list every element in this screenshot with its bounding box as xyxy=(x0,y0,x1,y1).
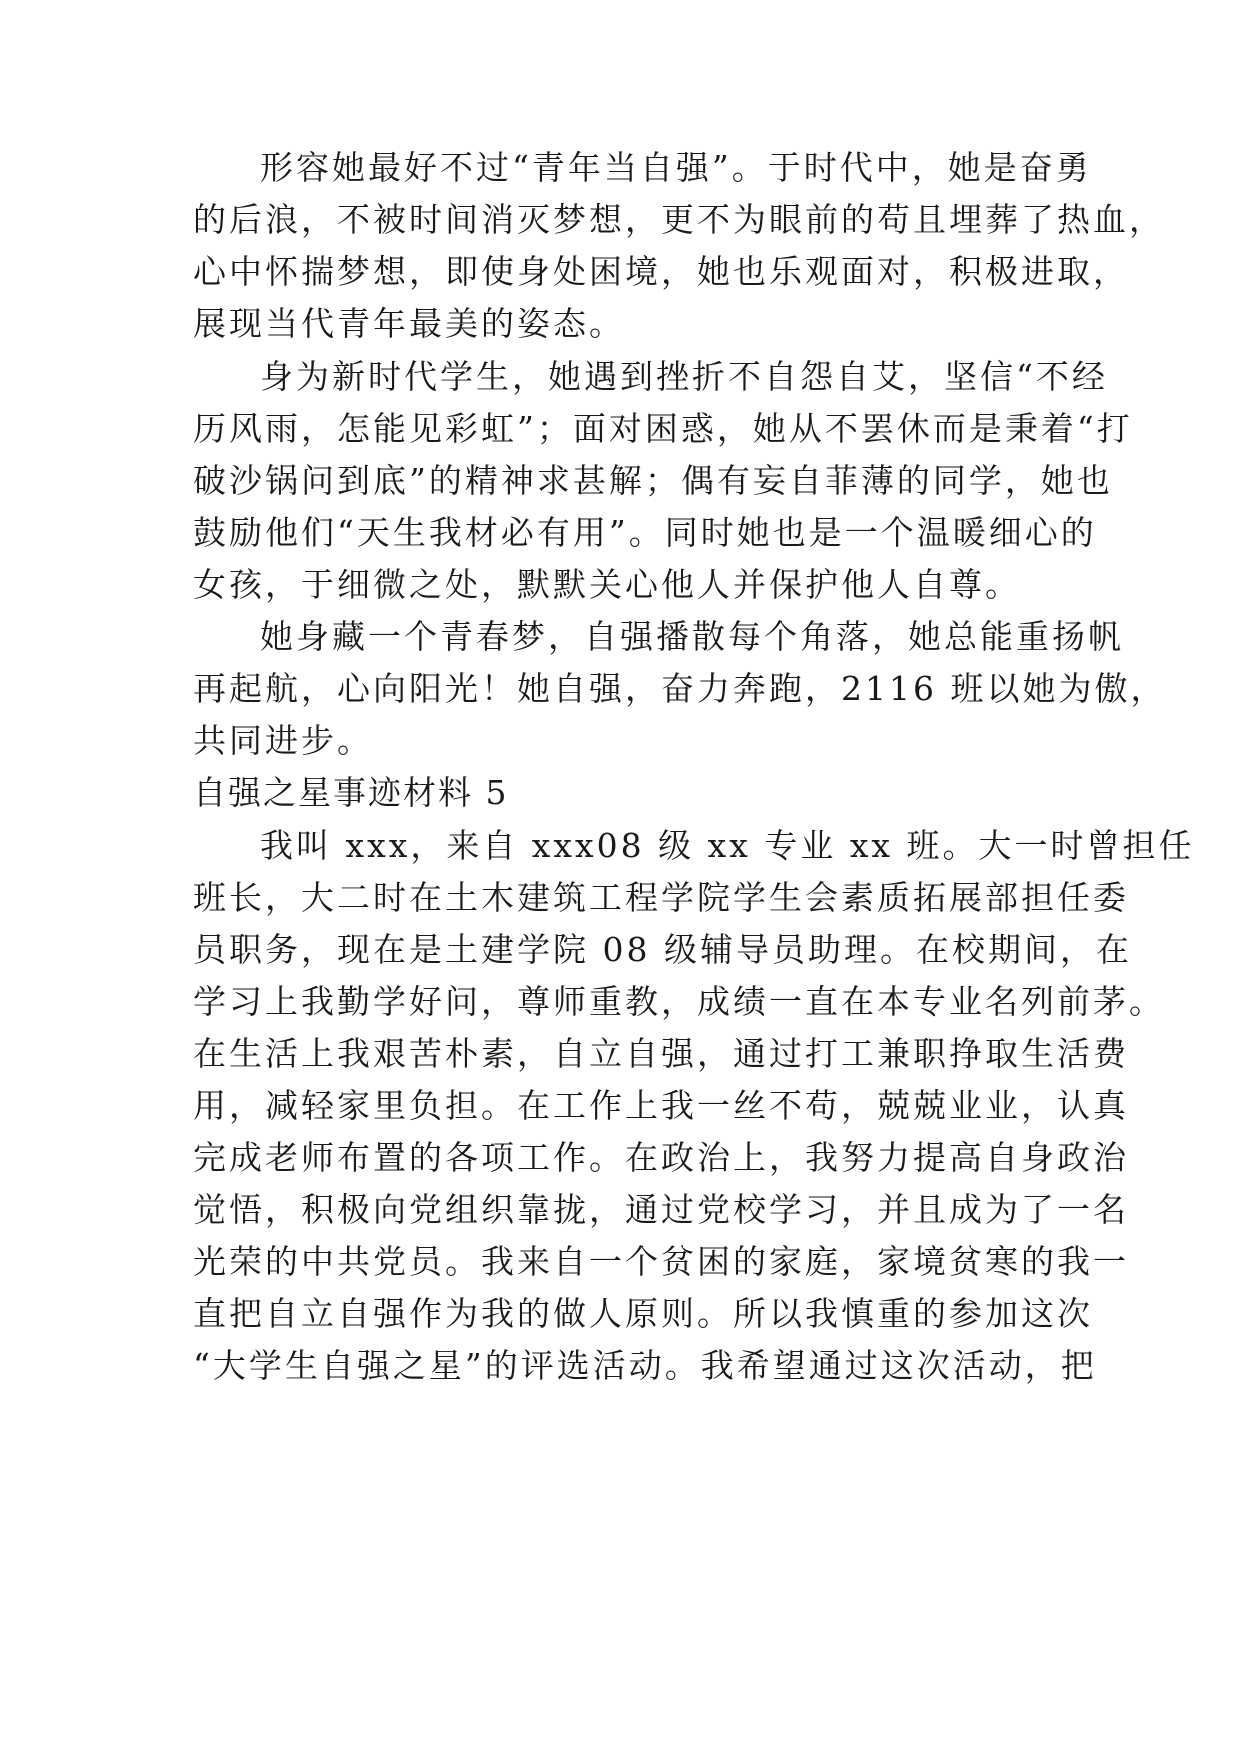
paragraph-2-line-2: 历风雨，怎能见彩虹”；面对困惑，她从不罢休而是秉着“打 xyxy=(193,409,1133,448)
section-paragraph-line-7: 完成老师布置的各项工作。在政治上，我努力提高自身政治 xyxy=(193,1138,1129,1177)
paragraph-3-line-3: 共同进步。 xyxy=(193,721,373,760)
paragraph-2-line-5: 女孩，于细微之处，默默关心他人并保护他人自尊。 xyxy=(193,565,1021,604)
paragraph-3-line-2: 再起航，心向阳光！她自强，奋力奔跑，2116 班以她为傲， xyxy=(193,669,1167,708)
section-paragraph-line-5: 在生活上我艰苦朴素，自立自强，通过打工兼职挣取生活费 xyxy=(193,1034,1129,1073)
paragraph-1-line-4: 展现当代青年最美的姿态。 xyxy=(193,304,625,343)
paragraph-2-line-3: 破沙锅问到底”的精神求甚解；偶有妄自菲薄的同学，她也 xyxy=(193,461,1113,500)
paragraph-2-line-1: 身为新时代学生，她遇到挫折不自怨自艾，坚信“不经 xyxy=(260,357,1108,396)
section-paragraph-line-11: “大学生自强之星”的评选活动。我希望通过这次活动，把 xyxy=(193,1346,1097,1385)
paragraph-2-line-4: 鼓励他们“天生我材必有用”。同时她也是一个温暖细心的 xyxy=(193,513,1097,552)
section-paragraph-line-9: 光荣的中共党员。我来自一个贫困的家庭，家境贫寒的我一 xyxy=(193,1242,1129,1281)
section-paragraph-line-4: 学习上我勤学好问，尊师重教，成绩一直在本专业名列前茅。 xyxy=(193,982,1165,1021)
section-paragraph-line-1: 我叫 xxx，来自 xxx08 级 xx 专业 xx 班。大一时曾担任 xyxy=(260,826,1195,865)
paragraph-1-line-2: 的后浪，不被时间消灭梦想，更不为眼前的苟且埋葬了热血， xyxy=(193,200,1165,239)
section-paragraph-line-10: 直把自立自强作为我的做人原则。所以我慎重的参加这次 xyxy=(193,1294,1093,1333)
section-heading: 自强之星事迹材料 5 xyxy=(193,773,509,812)
section-paragraph-line-6: 用，减轻家里负担。在工作上我一丝不苟，兢兢业业，认真 xyxy=(193,1086,1129,1125)
paragraph-1-line-1: 形容她最好不过“青年当自强”。于时代中，她是奋勇 xyxy=(260,148,1092,187)
section-paragraph-line-8: 觉悟，积极向党组织靠拢，通过党校学习，并且成为了一名 xyxy=(193,1190,1129,1229)
section-paragraph-line-3: 员职务，现在是土建学院 08 级辅导员助理。在校期间，在 xyxy=(193,930,1132,969)
section-paragraph-line-2: 班长，大二时在土木建筑工程学院学生会素质拓展部担任委 xyxy=(193,878,1129,917)
paragraph-1-line-3: 心中怀揣梦想，即使身处困境，她也乐观面对，积极进取， xyxy=(193,252,1129,291)
paragraph-3-line-1: 她身藏一个青春梦，自强播散每个角落，她总能重扬帆 xyxy=(260,617,1124,656)
